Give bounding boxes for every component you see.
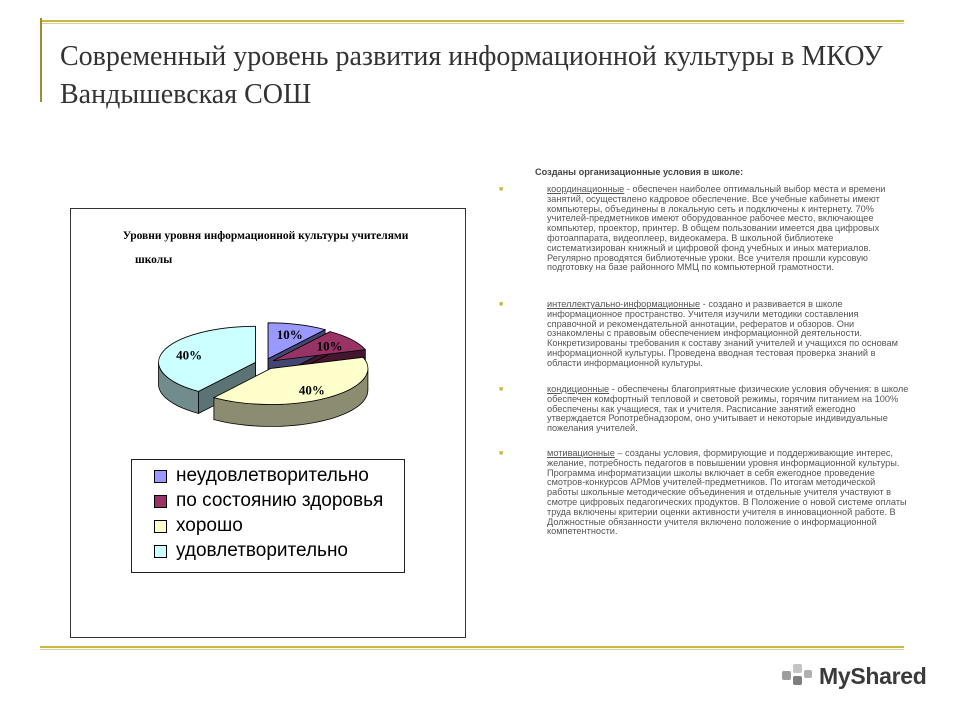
legend-label: по состоянию здоровья xyxy=(176,490,384,511)
bullet-icon: ■ xyxy=(499,450,504,457)
conditions-heading: Созданы организационные условия в школе: xyxy=(535,167,744,177)
condition-term: мотивационные xyxy=(547,448,615,458)
legend-label: хорошо xyxy=(176,515,243,536)
condition-item xyxy=(547,300,909,369)
brand-logo[interactable] xyxy=(780,656,930,696)
footer-rule xyxy=(40,646,904,648)
chart-title-line-1: Уровни уровня информационной культуры учителями xyxy=(122,230,409,242)
pie-data-label: 40% xyxy=(298,382,325,398)
title-top-rule xyxy=(40,20,904,22)
title-top-rule-inner xyxy=(40,23,904,24)
legend-label: удовлетворительно xyxy=(176,540,349,561)
chart-legend xyxy=(131,459,405,573)
bullet-icon: ■ xyxy=(499,301,504,308)
legend-swatch xyxy=(154,495,167,508)
pie-data-label: 10% xyxy=(276,327,303,343)
legend-swatch xyxy=(154,470,167,483)
chart-title-line-2: школы xyxy=(135,254,173,266)
legend-label: неудовлетворительно xyxy=(176,465,369,486)
legend-item xyxy=(154,464,369,488)
condition-term: кондиционные xyxy=(547,384,610,394)
condition-text: – созданы условия, формирующие и поддерживающие интерес, желание, потребность педагогов в повышении уровня информационной культуры. Программа информатизации школы включает в себя ежегодное проведение смотров-конкурсов АРМов учителей-предметников. По итогам методической работы школьные методические объединения и отдельные учителя участвуют в смотре цифровых педагогических продуктов. В Положение о новой системе оплаты труда включены критерии оценки активности учителя в инновационной работе. В Должностные обязанности учителя включено положение о информационной компетентности. xyxy=(547,448,907,537)
chart-frame xyxy=(70,208,466,638)
slide-title: Современный уровень развития информационной культуры в МКОУ Вандышевская СОШ xyxy=(60,41,883,110)
chart-title xyxy=(123,230,412,266)
bullet-icon: ■ xyxy=(499,186,504,193)
brand-name: MyShared xyxy=(819,662,927,689)
legend-swatch xyxy=(154,545,167,558)
condition-item xyxy=(547,449,909,537)
condition-term: интеллектуально-информационные xyxy=(547,299,701,309)
brand-icon xyxy=(780,661,814,691)
footer-rule-inner xyxy=(40,649,904,650)
condition-text: - создано и развивается в школе информационное пространство. Учителя изучили методики составления справочной и рекомендательной аннотации, рефератов и обзоров. Они ознакомлены с правовым обеспечением информационной деятельности. Конкретизированы требования к составу знаний учителей и учащихся по основам информационной культуры. Проведена вводная тестовая проверка знаний в области информационной культуры. xyxy=(547,299,898,368)
legend-item xyxy=(154,539,348,563)
bullet-icon: ■ xyxy=(499,386,504,393)
condition-item xyxy=(547,385,909,434)
pie-data-label: 10% xyxy=(316,338,343,354)
legend-item xyxy=(154,489,383,513)
title-left-rule xyxy=(40,18,42,102)
condition-item xyxy=(547,185,909,273)
condition-text: - обеспечен наиболее оптимальный выбор места и времени занятий, осуществлено кадровое обеспечение. Все учебные кабинеты имеют компьютеры, объединены в локальную сеть и подключены к интернету. 70% учителей-предметников имеют оборудованное рабочее место, включающее компьютер, проектор, принтер. В общем пользовании имеется два цифровых фотоаппарата, видеоплеер, видеокамера. В школьной библиотеке систематизирован книжный и цифровой фонд учебных и иных материалов. Регулярно проводятся библиотечные уроки. Все учителя прошли курсовую подготовку на базе районного ММЦ по компьютерной грамотности. xyxy=(547,184,886,273)
pie-data-label: 40% xyxy=(176,347,203,363)
condition-term: координационные xyxy=(547,184,625,194)
condition-text: - обеспечены благоприятные физические условия обучения: в школе обеспечен комфортный тепловой и световой режимы, горячим питанием на 100% обеспечены как учащиеся, так и учителя. Расписание занятий ежегодно утверждается Ропотребнадзором, оно учитывает и некоторые индивидуальные пожелания учителей. xyxy=(547,384,909,434)
legend-item xyxy=(154,514,243,538)
legend-swatch xyxy=(154,520,167,533)
